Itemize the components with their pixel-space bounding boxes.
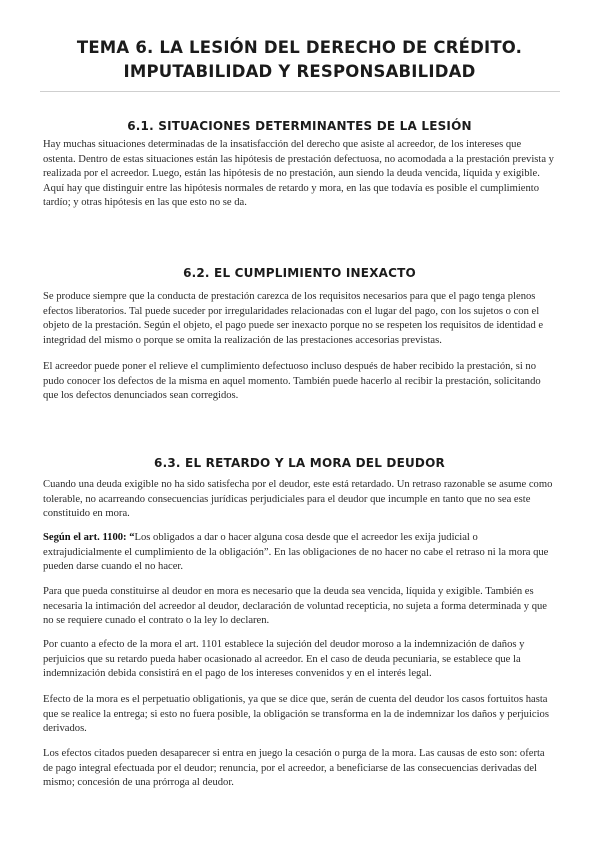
title-divider	[40, 91, 560, 92]
paragraph-6-3-2	[43, 531, 556, 575]
paragraph-6-3-6: Los efectos citados pueden desaparecer si entra en juego la cesación o purga de la mora. Las causas de esto son: oferta de pago integral efectuada por el deudor; renuncia, por el acreedor, a beneficiarse de las consecuencias derivadas del mismo; concesión de una prórroga al deudor.	[43, 748, 545, 789]
article-lead: Según el art. 1100: “	[43, 532, 135, 543]
paragraph-6-3-5: Efecto de la mora es el perpetuatio obligationis, ya que se dice que, serán de cuenta del deudor los casos fortuitos hasta que se realice la entrega; si esto no fuera posible, la obligación se transforma en la de indemnizar los daños y perjuicios derivados.	[43, 694, 549, 735]
paragraph-6-3-3: Para que pueda constituirse al deudor en mora es necesario que la deuda sea vencida, líquida y exigible. También es necesaria la intimación del acreedor al deudor, declaración de voluntad recepticia, no sujeta a forma determinada y que no se requiere cunado el contrato o la ley lo declaren.	[43, 586, 548, 627]
section-heading-6-2: 6.2. EL CUMPLIMIENTO INEXACTO	[183, 266, 416, 280]
paragraph-6-3-4: Por cuanto a efecto de la mora el art. 1101 establece la sujeción del deudor moroso a la indemnización de daños y perjuicios que su retardo pueda haber ocasionado al acreedor. En el caso de deuda pecuniaria, se establece que la indemnización debida consistirá en el pago de los intereses convenidos y en el interés legal.	[43, 639, 525, 680]
article-quote: Los obligados a dar o hacer alguna cosa desde que el acreedor les exija judicial o extrajudicialmente el cumplimiento de la obligación”. En las obligaciones de no hacer no cabe el retraso ni la mora que pueden darse cuando el no hacer.	[43, 532, 549, 573]
page-title: TEMA 6. LA LESIÓN DEL DERECHO DE CRÉDITO. IMPUTABILIDAD Y RESPONSABILIDAD	[76, 38, 523, 81]
paragraph-6-2-1: Se produce siempre que la conducta de prestación carezca de los requisitos necesarios para que el pago tenga plenos efectos liberatorios. Tal puede suceder por irregularidades relacionadas con el lugar del pago, con los sujetos o con el objeto de la prestación. Según el objeto, el pago puede ser inexacto porque no se respeten los requisitos de identidad e integridad del mismo o porque se omita la realización de las prestaciones accesorias previstas.	[43, 291, 544, 346]
section-heading-6-3: 6.3. EL RETARDO Y LA MORA DEL DEUDOR	[154, 456, 445, 470]
paragraph-6-1-1: Hay muchas situaciones determinadas de la insatisfacción del derecho que asiste al acreedor, de los intereses que ostenta. Dentro de estas situaciones están las hipótesis de prestación defectuosa, no acomodada a la prestación prevista y realizada por el acreedor. Luego, están las hipótesis de no prestación, aun siendo la deuda vencida, líquida y exigible. Aquí hay que distinguir entre las hipótesis normales de retardo y mora, en las que todavía es posible el cumplimiento tardío; y otras hipótesis en las que esto no se da.	[43, 139, 554, 209]
paragraph-6-2-2: El acreedor puede poner el relieve el cumplimiento defectuoso incluso después de haber recibido la prestación, si no pudo conocer los defectos de la misma en aquel momento. También puede hacerlo al recibir la prestación, solicitando que los defectos denunciados sean corregidos.	[43, 361, 541, 402]
paragraph-6-3-1: Cuando una deuda exigible no ha sido satisfecha por el deudor, este está retardado. Un retraso razonable se asume como tolerable, no acarreando consecuencias jurídicas perjudiciales para el deudor que incumple en tanto que no sea este constituido en mora.	[43, 479, 553, 520]
section-heading-6-1: 6.1. SITUACIONES DETERMINANTES DE LA LESIÓN	[127, 119, 472, 133]
